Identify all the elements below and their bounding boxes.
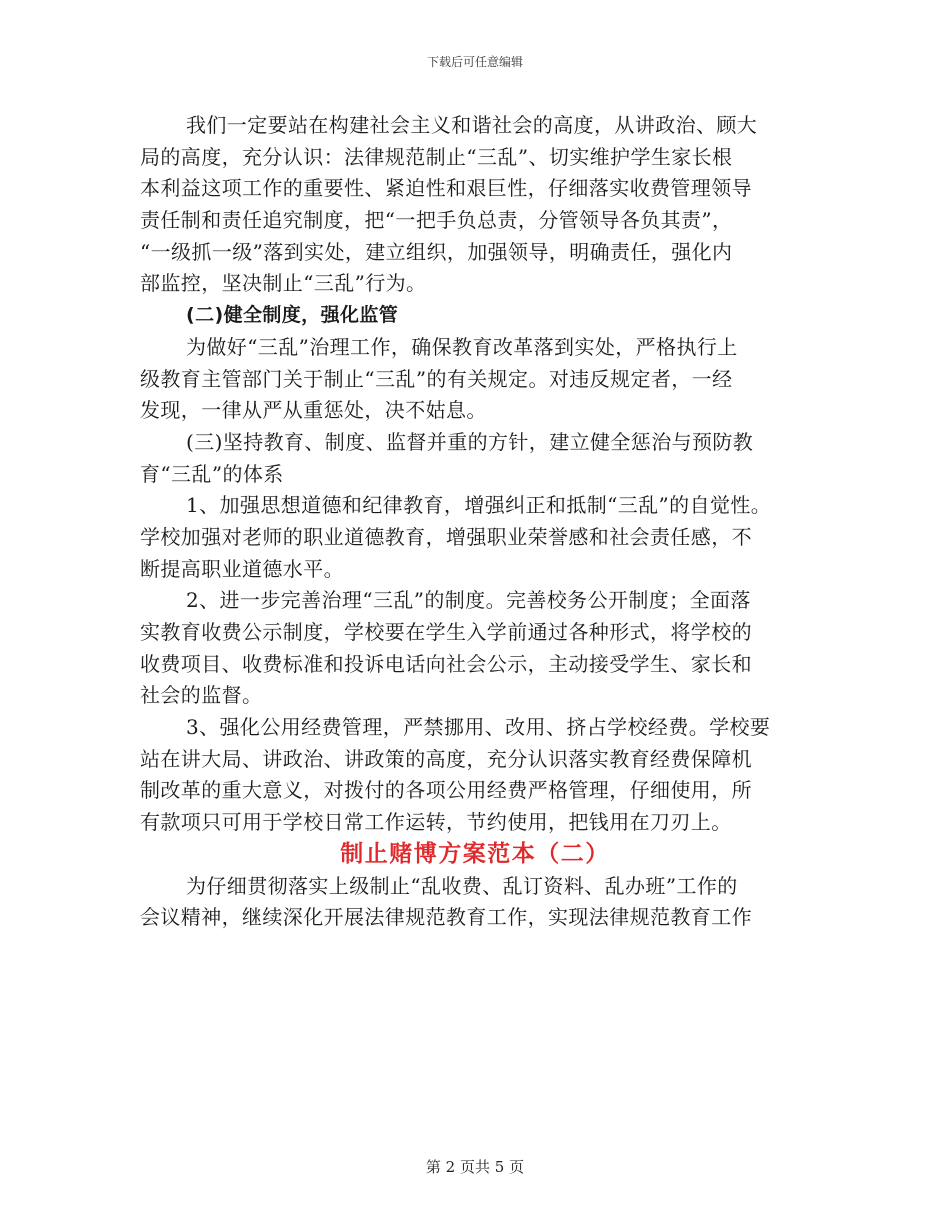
text-line: 局的高度，充分认识：法律规范制止“三乱”、切实维护学生家长根 xyxy=(140,144,733,169)
text-line: 2、进一步完善治理“三乱”的制度。完善校务公开制度；全面落 xyxy=(186,588,751,613)
text-line: 3、强化公用经费管理，严禁挪用、改用、挤占学校经费。学校要 xyxy=(186,715,771,740)
text-line: “一级抓一级”落到实处，建立组织，加强领导，明确责任，强化内 xyxy=(140,239,733,264)
document-title: 制止赌博方案范本（二） xyxy=(340,840,610,867)
text-line: 站在讲大局、讲政治、讲政策的高度，充分认识落实教育经费保障机 xyxy=(140,746,752,771)
text-line: 学校加强对老师的职业道德教育，增强职业荣誉感和社会责任感，不 xyxy=(140,524,752,549)
text-line: 级教育主管部门关于制止“三乱”的有关规定。对违反规定者，一经 xyxy=(140,366,733,391)
text-line: 为仔细贯彻落实上级制止“乱收费、乱订资料、乱办班”工作的 xyxy=(186,873,738,898)
text-line: 责任制和责任追究制度，把“一把手负总责，分管领导各负其责”， xyxy=(140,208,733,233)
text-line: 收费项目、收费标准和投诉电话向社会公示，主动接受学生、家长和 xyxy=(140,651,752,676)
text-line: 为做好“三乱”治理工作，确保教育改革落到实处，严格执行上 xyxy=(186,334,738,359)
text-line: 本利益这项工作的重要性、紧迫性和艰巨性，仔细落实收费管理领导 xyxy=(140,176,752,201)
text-line: 部监控，坚决制止“三乱”行为。 xyxy=(140,271,427,296)
text-line: 断提高职业道德水平。 xyxy=(140,556,344,581)
document-body xyxy=(140,110,820,934)
text-line: 制改革的重大意义，对拨付的各项公用经费严格管理，仔细使用，所 xyxy=(140,778,752,803)
text-line: 育“三乱”的体系 xyxy=(140,461,284,486)
text-line: 实教育收费公示制度，学校要在学生入学前通过各种形式，将学校的 xyxy=(140,620,752,644)
page-header: 下载后可任意编辑 xyxy=(426,55,523,69)
text-line: 1、加强思想道德和纪律教育，增强纠正和抵制“三乱”的自觉性。 xyxy=(186,493,772,518)
text-line: 发现，一律从严从重惩处，决不姑息。 xyxy=(140,398,487,423)
text-line: 会议精神，继续深化开展法律规范教育工作，实现法律规范教育工作 xyxy=(140,905,752,930)
text-line: (三)坚持教育、制度、监督并重的方针，建立健全惩治与预防教 xyxy=(186,429,754,454)
text-line: 有款项只可用于学校日常工作运转，节约使用，把钱用在刀刃上。 xyxy=(140,810,732,835)
text-line: 社会的监督。 xyxy=(140,683,263,708)
text-line: 我们一定要站在构建社会主义和谐社会的高度，从讲政治、顾大 xyxy=(186,113,758,137)
section-heading: (二)健全制度，强化监管 xyxy=(186,304,399,327)
page-footer: 第 2 页共 5 页 xyxy=(425,1158,525,1176)
